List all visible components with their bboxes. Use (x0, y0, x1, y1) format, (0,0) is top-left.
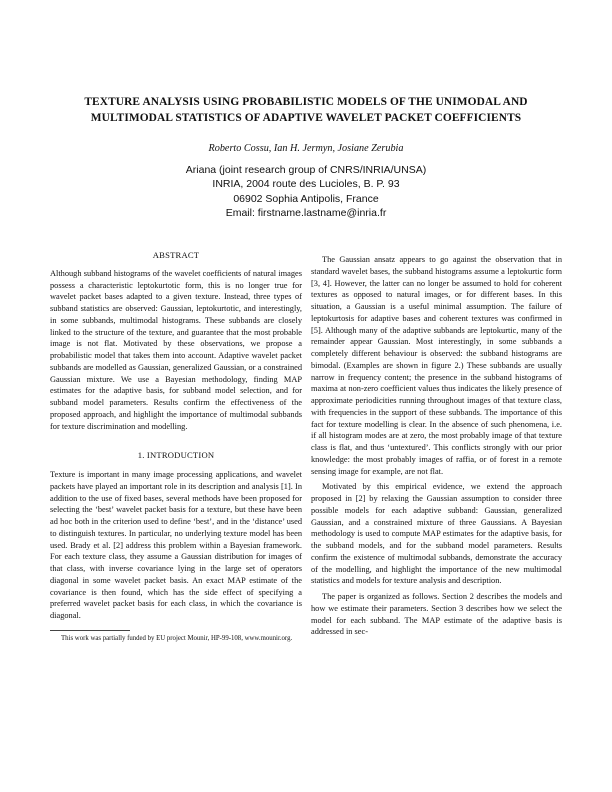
paper-title (40, 94, 572, 126)
affiliation-line-1: Ariana (joint research group of CNRS/INRIA/UNSA) (185, 164, 427, 176)
footnote-divider (50, 630, 130, 631)
title-line-2: MULTIMODAL STATISTICS OF ADAPTIVE WAVELET PACKET COEFFICIENTS (90, 112, 522, 124)
affiliation (40, 163, 572, 221)
title-line-1: TEXTURE ANALYSIS USING PROBABILISTIC MODELS OF THE UNIMODAL AND (84, 96, 528, 108)
affiliation-line-2: INRIA, 2004 route des Lucioles, B. P. 93 (212, 178, 400, 191)
abstract-text: Although subband histograms of the wavelet coefficients of natural images possess a characteristic leptokurtotic form, this is no longer true for wavelet packet bases adapted to a given texture. Instead, three types of subband statistics are observed: Gaussian, leptokurtotic, and interestingly, in some subbands, multimodal histograms. These subbands are closely linked to the structure of the texture, and guarantee that the most probable image is not flat. Motivated by these observations, we propose a probabilistic model that takes them into account. Adaptive wavelet packet subbands are modelled as Gaussian, generalized Gaussian, or a constrained Gaussian mixture. We use a Bayesian methodology, finding MAP estimates for the adaptive basis, for subband model selection, and for subband model parameters. Results confirm the effectiveness of the proposed approach, and highlight the importance of multimodal subbands for texture discrimination and modelling. (50, 268, 302, 431)
affiliation-email: Email: firstname.lastname@inria.fr (225, 207, 387, 220)
introduction-paragraph: Texture is important in many image processing applications, and wavelet packets have played an important role in its description and analysis [1]. In addition to the use of fixed bases, several methods have been proposed for selecting the ‘best’ wavelet packet basis for a texture, but these have been ad hoc both in the criterion used to define ‘best’, and in the ‘distance’ used to distinguish textures. In particular, no underlying texture model has been used. Brady et al. [2] address this problem within a Bayesian framework. For each texture class, they assume a Gaussian distribution for images of that class, with inverse covariance lying in the large set of operators diagonal in some wavelet packet basis. An exact MAP estimate of the covariance is then found, which has the side effect of specifying a preferred wavelet packet basis for each class, in which the covariance is diagonal. (50, 470, 302, 620)
right-column (311, 254, 562, 638)
introduction-heading: 1. INTRODUCTION (137, 450, 215, 461)
right-paragraph-2: Motivated by this empirical evidence, we extend the approach proposed in [2] by relaxing the Gaussian assumption to consider three possible models for each adaptive subband: Gaussian, generalized Gaussian, and a constrained mixture of three Gaussians. A Bayesian methodology is used to compute MAP estimates for the adaptive basis, for the subband models, and for the subband model parameters. Results confirm the existence of multimodal subbands, demonstrate the accuracy of the modelling, and highlight the importance of the new multimodal statistics and models for texture analysis and description. (311, 482, 562, 586)
authors: Roberto Cossu, Ian H. Jermyn, Josiane Zerubia (208, 143, 404, 154)
left-column (50, 250, 302, 643)
affiliation-line-3: 06902 Sophia Antipolis, France (233, 192, 379, 205)
right-paragraph-1: The Gaussian ansatz appears to go against the observation that in standard wavelet bases, the subband histograms assume a leptokurtic form [3, 4]. However, the latter can no longer be assumed to hold for coherent textures as opposed to natural images, or for different bases. In this situation, a Gaussian is a useful minimal assumption. The failure of leptokurtosis for adaptive bases and coherent textures was confirmed in [5]. Although many of the adaptive subbands are leptokurtic, many of the remainder appear Gaussian. Most interestingly, in some subbands a completely different behaviour is observed: the subband histograms are bimodal. (Examples are shown in figure 2.) These subbands are usually narrow in frequency content; the presence in the subband histograms of maxima at non-zero coefficient values thus indicates the likely presence of approximate periodicities running throughout images of that texture class, with frequencies in the support of these subbands. The importance of this fact for texture modelling is clear. In the absence of such phenomena, i.e. if all histogram modes are at zero, the most probably image of that texture class is flat, and thus ‘untextured’. This conflicts strongly with our prior knowledge: the most probably images of raffia, or of forest in a remote sensing image for example, are not flat. (311, 255, 562, 476)
footnote: This work was partially funded by EU project Mounir, HP-99-108, www.mounir.org. (61, 634, 293, 642)
right-paragraph-3: The paper is organized as follows. Section 2 describes the models and how we estimate their parameters. Section 3 describes how we select the model for each subband. The MAP estimate of the adaptive basis is addressed in sec- (311, 592, 562, 637)
abstract-heading: ABSTRACT (152, 250, 200, 260)
